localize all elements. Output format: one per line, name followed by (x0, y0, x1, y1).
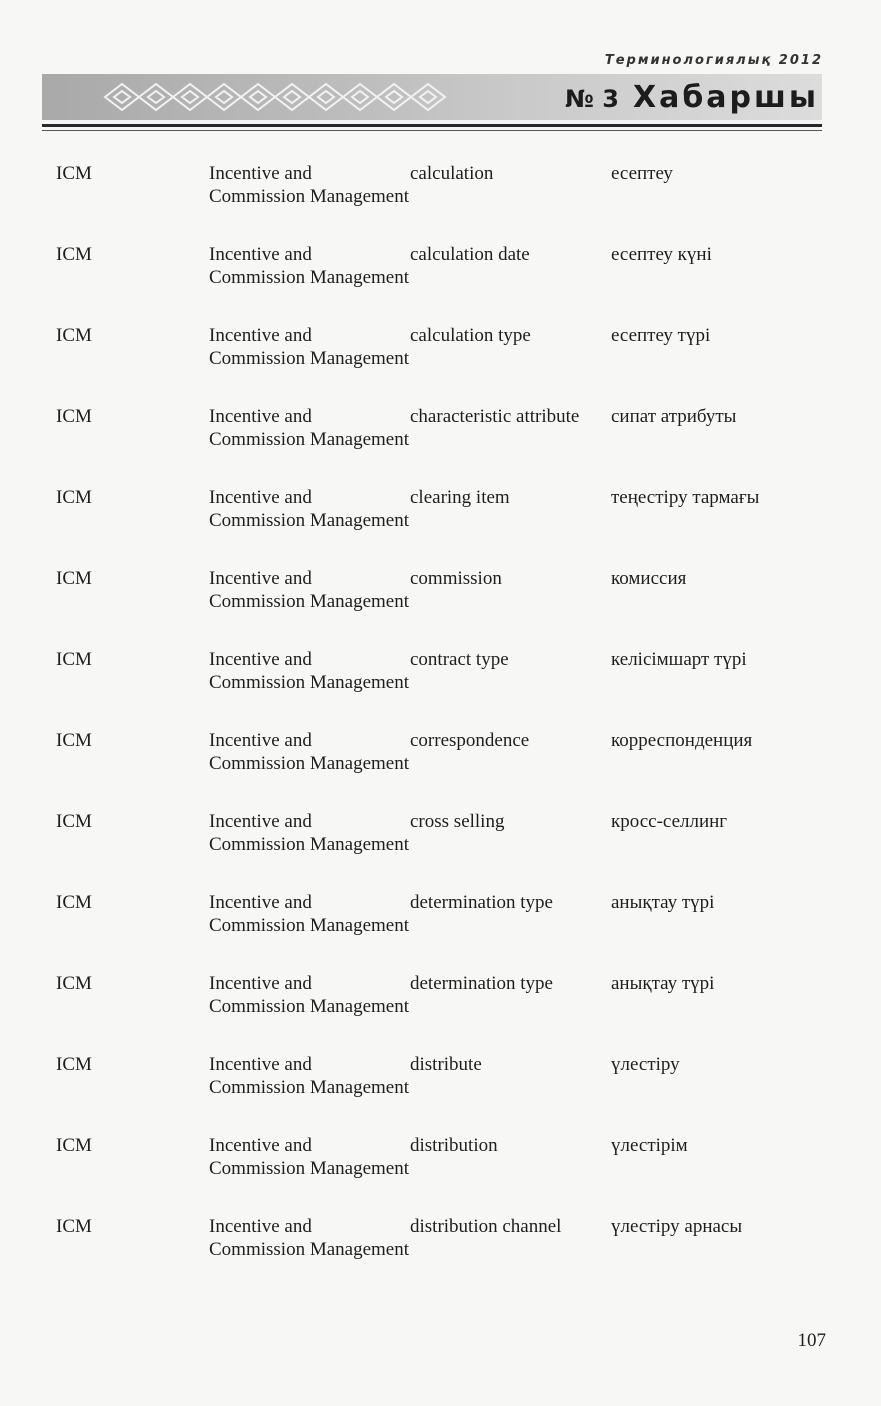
domain-cell: Incentive and Commission Management (209, 973, 410, 1017)
english-term-cell: distribution channel (410, 1216, 562, 1237)
abbreviation-cell: ICM (56, 1054, 92, 1075)
english-term-cell: calculation type (410, 325, 531, 346)
page-header (0, 0, 881, 140)
abbreviation-cell: ICM (56, 811, 92, 832)
abbreviation-cell: ICM (56, 568, 92, 589)
glossary-row (56, 648, 796, 729)
ornament-pattern (100, 80, 450, 114)
glossary-row (56, 243, 796, 324)
kazakh-term-cell: анықтау түрі (611, 973, 715, 994)
header-rule-thick (42, 124, 822, 127)
english-term-cell: distribute (410, 1054, 482, 1075)
abbreviation-cell: ICM (56, 649, 92, 670)
domain-cell: Incentive and Commission Management (209, 244, 410, 288)
abbreviation-cell: ICM (56, 1216, 92, 1237)
kazakh-term-cell: сипат атрибуты (611, 406, 737, 427)
kazakh-term-cell: комиссия (611, 568, 687, 589)
journal-title: Хабаршы (632, 80, 819, 115)
domain-cell: Incentive and Commission Management (209, 406, 410, 450)
abbreviation-cell: ICM (56, 973, 92, 994)
english-term-cell: distribution (410, 1135, 498, 1156)
abbreviation-cell: ICM (56, 730, 92, 751)
glossary-row (56, 1215, 796, 1296)
domain-cell: Incentive and Commission Management (209, 487, 410, 531)
journal-line: Терминологиялық 2012 (604, 53, 823, 68)
glossary-row (56, 810, 796, 891)
domain-cell: Incentive and Commission Management (209, 1054, 410, 1098)
domain-cell: Incentive and Commission Management (209, 163, 410, 207)
issue-number: № 3 (565, 85, 619, 113)
english-term-cell: determination type (410, 892, 553, 913)
domain-cell: Incentive and Commission Management (209, 811, 410, 855)
glossary-row (56, 405, 796, 486)
kazakh-term-cell: корреспонденция (611, 730, 753, 751)
english-term-cell: cross selling (410, 811, 505, 832)
english-term-cell: characteristic attribute (410, 406, 580, 427)
abbreviation-cell: ICM (56, 487, 92, 508)
issue-block (565, 80, 819, 115)
english-term-cell: determination type (410, 973, 553, 994)
english-term-cell: clearing item (410, 487, 510, 508)
abbreviation-cell: ICM (56, 244, 92, 265)
domain-cell: Incentive and Commission Management (209, 730, 410, 774)
abbreviation-cell: ICM (56, 1135, 92, 1156)
kazakh-term-cell: үлестіру арнасы (611, 1216, 743, 1237)
kazakh-term-cell: келісімшарт түрі (611, 649, 747, 670)
glossary-row (56, 324, 796, 405)
glossary-row (56, 972, 796, 1053)
domain-cell: Incentive and Commission Management (209, 649, 410, 693)
kazakh-term-cell: анықтау түрі (611, 892, 715, 913)
glossary-row (56, 729, 796, 810)
kazakh-term-cell: кросс-селлинг (611, 811, 728, 832)
glossary-table (56, 162, 796, 1296)
glossary-row (56, 1134, 796, 1215)
header-rule-thin (42, 130, 822, 131)
english-term-cell: calculation date (410, 244, 530, 265)
kazakh-term-cell: үлестірім (611, 1135, 688, 1156)
abbreviation-cell: ICM (56, 163, 92, 184)
domain-cell: Incentive and Commission Management (209, 1135, 410, 1179)
kazakh-term-cell: теңестіру тармағы (611, 487, 760, 508)
glossary-row (56, 891, 796, 972)
kazakh-term-cell: есептеу түрі (611, 325, 711, 346)
abbreviation-cell: ICM (56, 325, 92, 346)
kazakh-term-cell: есептеу (611, 163, 673, 184)
glossary-row (56, 162, 796, 243)
domain-cell: Incentive and Commission Management (209, 1216, 410, 1260)
domain-cell: Incentive and Commission Management (209, 568, 410, 612)
english-term-cell: calculation (410, 163, 494, 184)
kazakh-term-cell: есептеу күні (611, 244, 712, 265)
english-term-cell: contract type (410, 649, 509, 670)
domain-cell: Incentive and Commission Management (209, 892, 410, 936)
english-term-cell: commission (410, 568, 502, 589)
glossary-row (56, 1053, 796, 1134)
abbreviation-cell: ICM (56, 406, 92, 427)
glossary-row (56, 486, 796, 567)
abbreviation-cell: ICM (56, 892, 92, 913)
kazakh-term-cell: үлестіру (611, 1054, 680, 1075)
page-number: 107 (797, 1330, 826, 1351)
glossary-row (56, 567, 796, 648)
domain-cell: Incentive and Commission Management (209, 325, 410, 369)
english-term-cell: correspondence (410, 730, 530, 751)
